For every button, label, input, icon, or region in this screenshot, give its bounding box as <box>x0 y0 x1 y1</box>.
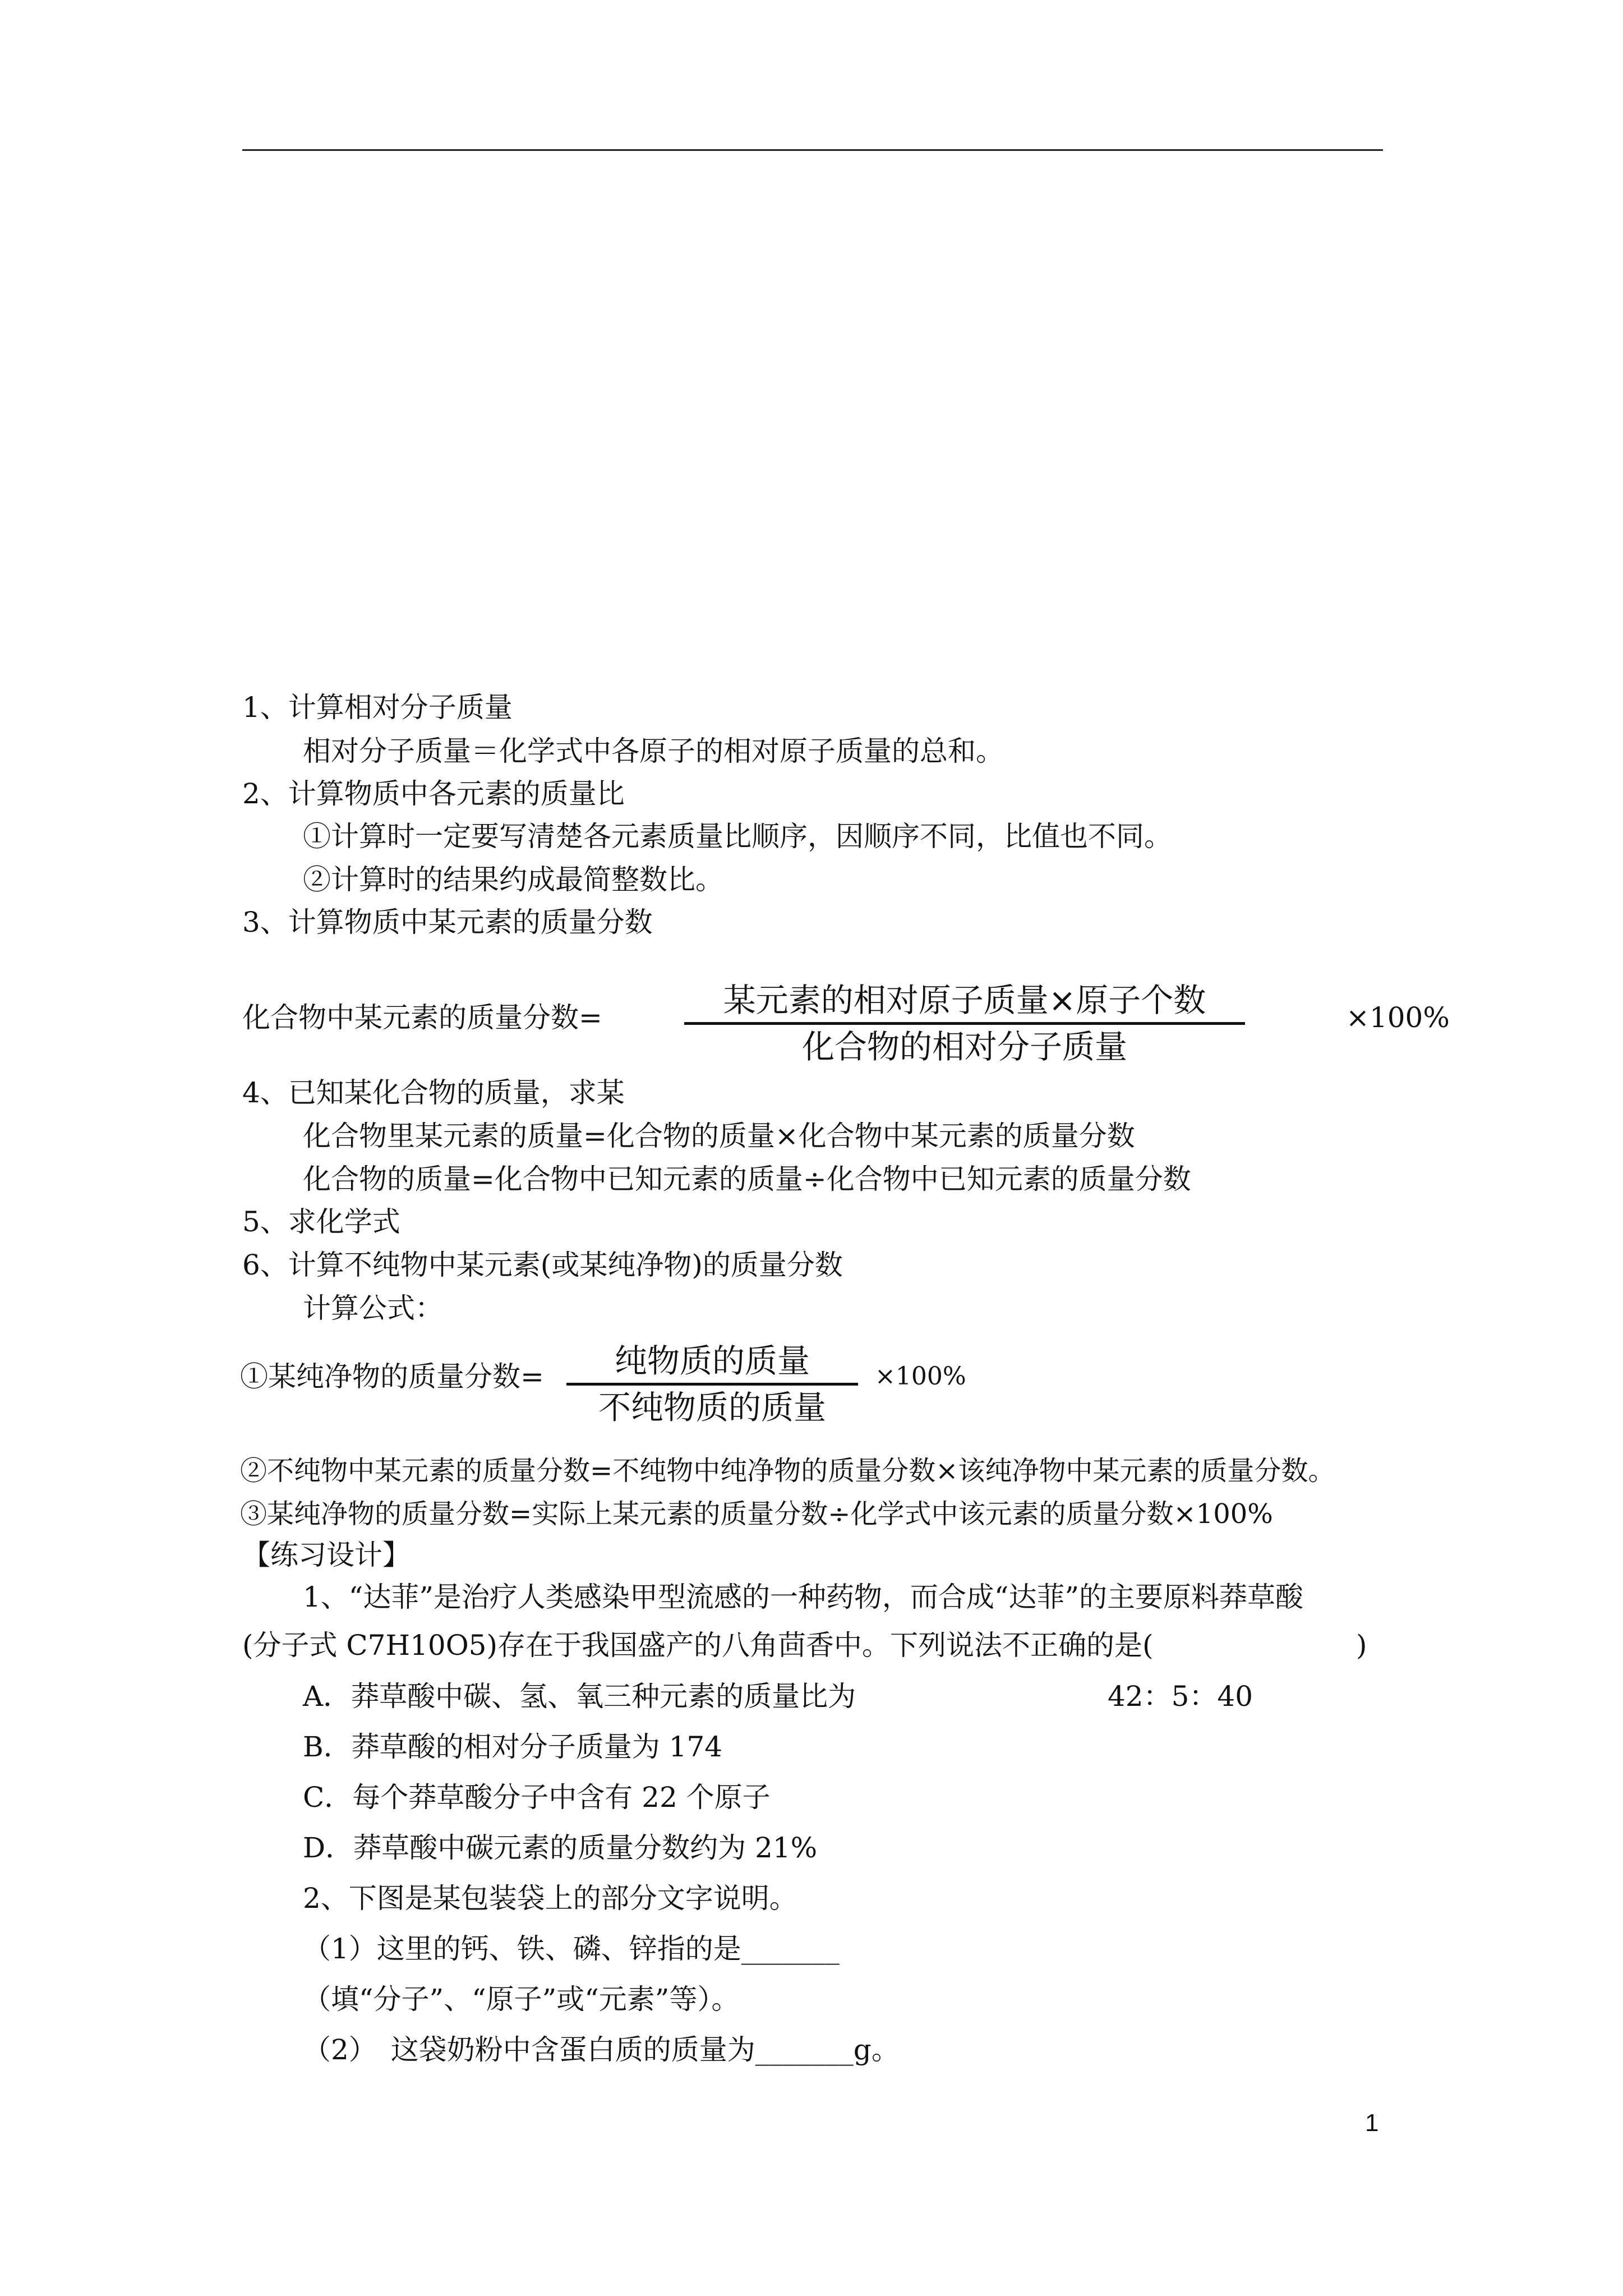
mass-fraction-formula <box>684 982 1245 1065</box>
section-2-item-1: ①计算时一定要写清楚各元素质量比顺序，因顺序不同，比值也不同。 <box>303 820 1172 853</box>
section-2-item-2: ②计算时的结果约成最简整数比。 <box>303 863 723 896</box>
option-d: D．莽草酸中碳元素的质量分数约为 21% <box>303 1832 818 1864</box>
question-2-sub-2: （2） 这袋奶粉中含蛋白质的质量为_______g。 <box>303 2033 900 2066</box>
question-2-sub-1: （1）这里的钙、铁、磷、锌指的是_______ <box>303 1932 840 1965</box>
purity-formula-suffix: ×100% <box>875 1362 966 1391</box>
header-rule <box>242 149 1383 151</box>
section-1-title: 1、计算相对分子质量 <box>242 691 513 724</box>
purity-denominator: 不纯物质的质量 <box>598 1388 826 1427</box>
section-4-line-2: 化合物的质量=化合物中已知元素的质量÷化合物中已知元素的质量分数 <box>303 1163 1191 1195</box>
option-a: A．莽草酸中碳、氢、氧三种元素的质量比为 <box>303 1680 856 1713</box>
formula-label: 化合物中某元素的质量分数= <box>242 1001 602 1034</box>
question-2-sub-1-hint: （填“分子”、“原子”或“元素”等）。 <box>303 1983 740 2016</box>
formula-numerator: 某元素的相对原子质量×原子个数 <box>723 981 1206 1019</box>
impure-element-formula: ②不纯物中某元素的质量分数=不纯物中纯净物的质量分数×该纯净物中某元素的质量分数。 <box>240 1455 1335 1487</box>
question-1-line-2: (分子式 C7H10O5)存在于我国盛产的八角茴香中。下列说法不正确的是( <box>242 1629 1154 1662</box>
purity-formula-label: ①某纯净物的质量分数= <box>240 1360 544 1393</box>
purity-fraction-bar <box>566 1383 858 1386</box>
formula-intro: 计算公式： <box>303 1292 443 1324</box>
section-4-line-1: 化合物里某元素的质量=化合物的质量×化合物中某元素的质量分数 <box>303 1120 1135 1152</box>
exercise-heading: 【练习设计】 <box>242 1539 411 1571</box>
purity-from-element-formula: ③某纯净物的质量分数=实际上某元素的质量分数÷化学式中该元素的质量分数×100% <box>240 1498 1273 1530</box>
section-3-title: 3、计算物质中某元素的质量分数 <box>242 906 653 938</box>
section-4-title: 4、已知某化合物的质量，求某 <box>242 1076 625 1109</box>
section-5-title: 5、求化学式 <box>242 1205 400 1238</box>
option-c: C．每个莽草酸分子中含有 22 个原子 <box>303 1781 771 1814</box>
question-1-answer-close: ) <box>1356 1629 1367 1662</box>
section-2-title: 2、计算物质中各元素的质量比 <box>242 777 625 810</box>
fraction-bar <box>684 1022 1245 1025</box>
section-6-title: 6、计算不纯物中某元素(或某纯净物)的质量分数 <box>242 1249 843 1281</box>
option-b: B．莽草酸的相对分子质量为 174 <box>303 1731 723 1763</box>
formula-suffix: ×100% <box>1346 1001 1450 1034</box>
purity-numerator: 纯物质的质量 <box>614 1342 810 1380</box>
purity-formula <box>566 1342 858 1426</box>
page-number: 1 <box>1365 2109 1379 2137</box>
question-1-line-1: 1、“达菲”是治疗人类感染甲型流感的一种药物，而合成“达菲”的主要原料莽草酸 <box>303 1581 1304 1613</box>
option-a-ratio: 42：5：40 <box>1108 1680 1253 1713</box>
formula-denominator: 化合物的相对分子质量 <box>801 1028 1127 1066</box>
section-1-text: 相对分子质量＝化学式中各原子的相对原子质量的总和。 <box>303 735 1004 767</box>
question-2-intro: 2、下图是某包装袋上的部分文字说明。 <box>303 1882 797 1915</box>
